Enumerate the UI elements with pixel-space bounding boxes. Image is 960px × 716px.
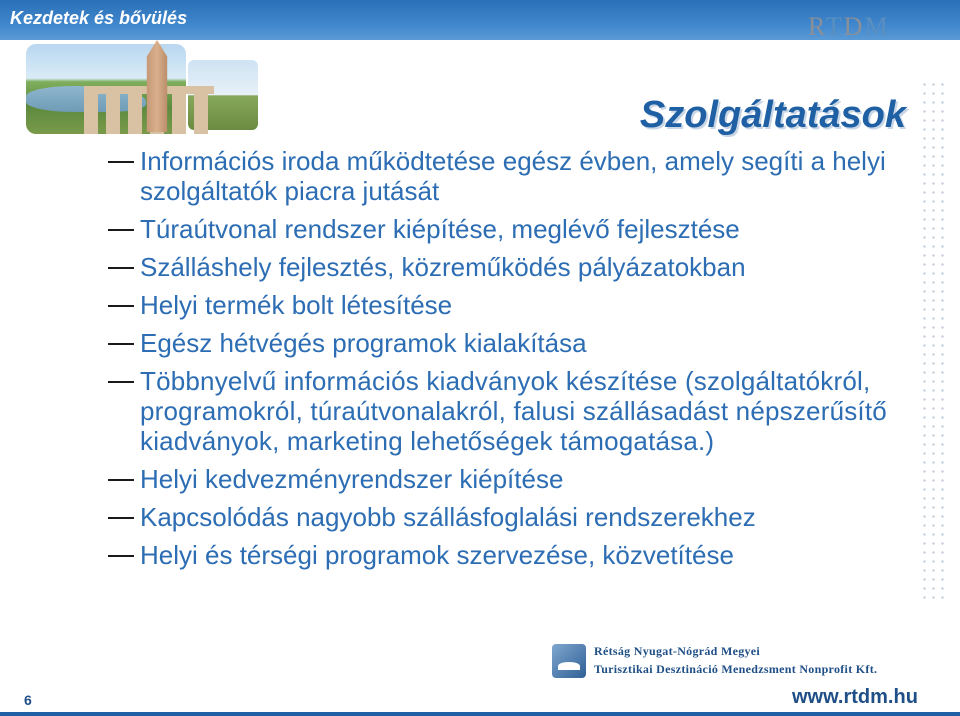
list-item: Helyi és térségi programok szervezése, közvetítése — [108, 540, 908, 570]
decorative-dot-pattern — [920, 80, 950, 600]
list-item: Információs iroda működtetése egész évben, amely segíti a helyi szolgáltatók piacra jutását — [108, 146, 908, 206]
footer-bar — [0, 712, 960, 716]
list-item: Helyi kedvezményrendszer kiépítése — [108, 464, 908, 494]
logo-letter-r: R — [808, 12, 826, 41]
page-title: Szolgáltatások — [639, 94, 906, 136]
list-item: Kapcsolódás nagyobb szállásfoglalási rendszerekhez — [108, 502, 908, 532]
logo-letter-d: D — [843, 12, 865, 41]
logo-letter-m: M — [864, 12, 890, 41]
footer-org-line1: Rétság Nyugat-Nógrád Megyei — [594, 644, 761, 658]
castle-emblem-icon — [552, 644, 586, 678]
list-item: Szálláshely fejlesztés, közreműködés pályázatokban — [108, 252, 908, 282]
list-item: Túraútvonal rendszer kiépítése, meglévő fejlesztése — [108, 214, 908, 244]
rtdm-logo — [808, 12, 890, 42]
list-item: Helyi termék bolt létesítése — [108, 290, 908, 320]
section-title: Kezdetek és bővülés — [10, 8, 188, 28]
footer-org-line2: Turisztikai Desztináció Menedzsment Nonprofit Kft. — [594, 662, 878, 676]
footer-org-logo — [552, 642, 952, 682]
list-item: Egész hétvégés programok kialakítása — [108, 328, 908, 358]
page-number: 6 — [24, 692, 32, 708]
bullet-list — [108, 146, 908, 578]
list-item: Többnyelvű információs kiadványok készítése (szolgáltatókról, programokról, túraútvonalakról, falusi szállásadást népszerűsítő kiadványok, marketing lehetőségek támogatása.) — [108, 366, 908, 456]
website-url: www.rtdm.hu — [792, 686, 918, 708]
logo-letter-t: T — [825, 12, 844, 41]
